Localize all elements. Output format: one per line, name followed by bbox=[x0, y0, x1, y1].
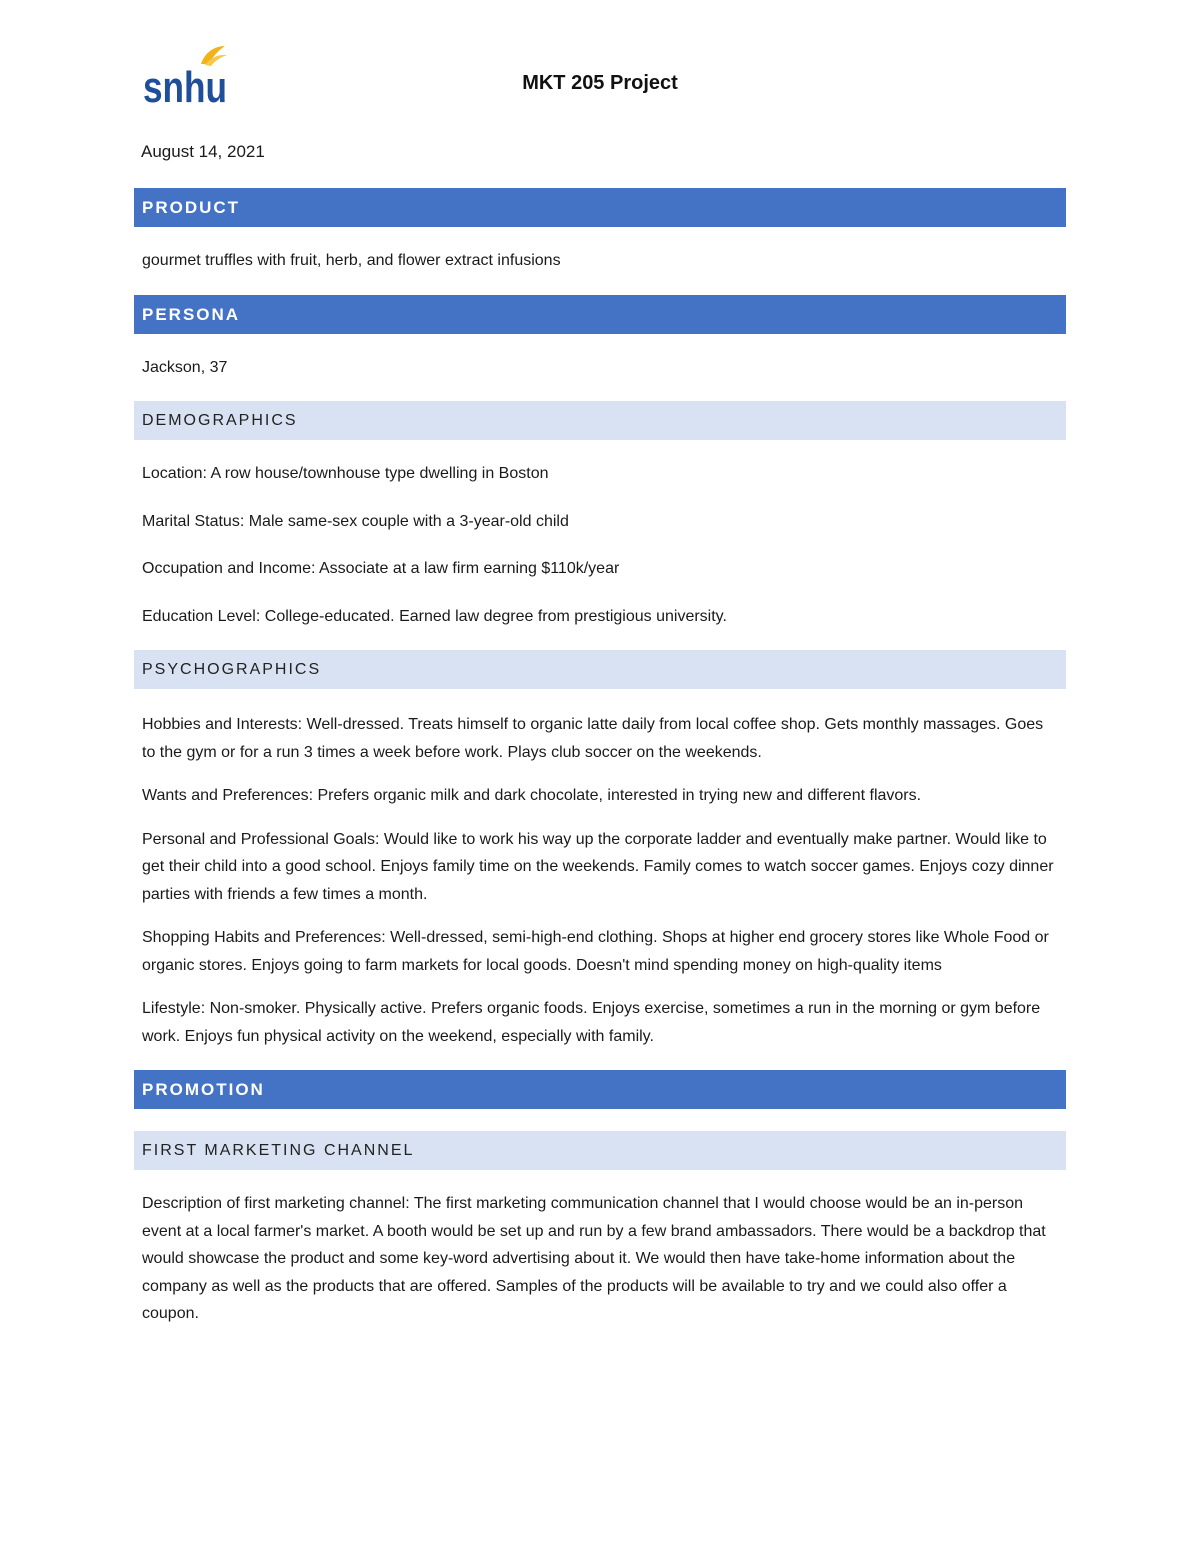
field-label: Shopping Habits and Preferences: bbox=[142, 929, 386, 946]
section-psychographics-heading: PSYCHOGRAPHICS bbox=[134, 650, 1066, 689]
section-first-channel-heading: FIRST MARKETING CHANNEL bbox=[134, 1131, 1066, 1170]
field-value: Well-dressed, semi-high-end clothing. Shops at higher end grocery stores like Whole Food or organic stores. Enjoys going to farm markets for local goods. Doesn't mind spending money on high-quality items bbox=[142, 929, 1049, 974]
field-value: Male same-sex couple with a 3-year-old child bbox=[244, 512, 569, 530]
field-label: Wants and Preferences: bbox=[142, 787, 314, 804]
logo-wordmark: snhu bbox=[143, 63, 227, 112]
field-label: Personal and Professional Goals: bbox=[142, 830, 380, 848]
section-demographics-heading: DEMOGRAPHICS bbox=[134, 401, 1066, 440]
field-value: College-educated. Earned law degree from prestigious university. bbox=[260, 607, 727, 625]
section-promotion-heading: PROMOTION bbox=[134, 1070, 1066, 1109]
psychographic-hobbies bbox=[134, 711, 1066, 766]
field-value: The first marketing communication channel that I would choose would be an in-person event at a local farmer's market. A booth would be set up and run by a few brand ambassadors. There would be a backdrop that would showcase the product and some key-word advertising about it. We would then have take-home information about the company as well as the products that are offered. Samples of the products will be available to try and we could also offer a coupon. bbox=[142, 1195, 1046, 1322]
field-value: Non-smoker. Physically active. Prefers organic foods. Enjoys exercise, sometimes a run in the morning or gym before work. Enjoys fun physical activity on the weekend, especially with family. bbox=[142, 1000, 1041, 1045]
field-label: Lifestyle: bbox=[142, 1000, 206, 1017]
first-channel-description bbox=[134, 1190, 1066, 1328]
section-product-heading: PRODUCT bbox=[134, 188, 1066, 227]
field-value: Prefers organic milk and dark chocolate, interested in trying new and different flavors. bbox=[313, 787, 922, 804]
demographic-education bbox=[134, 603, 1066, 631]
product-description: gourmet truffles with fruit, herb, and flower extract infusions bbox=[142, 252, 561, 269]
document-title: MKT 205 Project bbox=[522, 72, 678, 94]
demographic-location bbox=[134, 460, 1066, 488]
field-value: A row house/townhouse type dwelling in Boston bbox=[206, 465, 549, 482]
field-value: Well-dressed. Treats himself to organic latte daily from local coffee shop. Gets monthly massages. Goes to the gym or for a run 3 times a week before work. Plays club soccer on the weekends. bbox=[142, 716, 1044, 761]
document-body bbox=[134, 188, 1066, 1328]
field-label: Education Level: bbox=[142, 607, 261, 625]
psychographic-lifestyle bbox=[134, 995, 1066, 1050]
section-persona-heading: PERSONA bbox=[134, 295, 1066, 334]
field-label: Location: bbox=[142, 465, 207, 482]
psychographic-shopping bbox=[134, 924, 1066, 979]
demographic-marital-status bbox=[134, 508, 1066, 536]
field-value: Would like to work his way up the corporate ladder and eventually make partner. Would like to get their child into a good school. Enjoys family time on the weekends. Family comes to watch soccer games. Enjoys cozy dinner parties with friends a few times a month. bbox=[142, 830, 1054, 903]
demographic-occupation-income bbox=[134, 555, 1066, 583]
psychographic-goals bbox=[134, 826, 1066, 909]
field-label: Hobbies and Interests: bbox=[142, 716, 303, 733]
document-date: August 14, 2021 bbox=[141, 142, 265, 161]
persona-name-age: Jackson, 37 bbox=[142, 358, 228, 376]
field-label: Marital Status: bbox=[142, 512, 245, 530]
field-label: Occupation and Income: bbox=[142, 560, 316, 577]
psychographic-wants bbox=[134, 782, 1066, 810]
field-label: Description of first marketing channel: bbox=[142, 1195, 410, 1212]
field-value: Associate at a law firm earning $110k/year bbox=[315, 560, 620, 577]
